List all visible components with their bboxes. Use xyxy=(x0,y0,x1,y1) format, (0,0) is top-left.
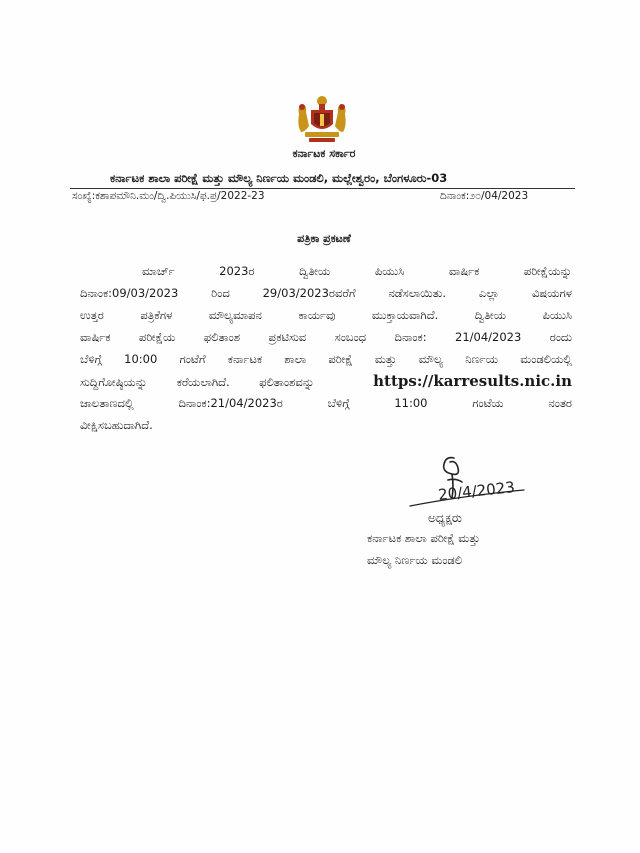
body-line-3: ಉತ್ತರ ಪತ್ರಿಕೆಗಳ ಮೌಲ್ಯಮಾಪನ ಕಾರ್ಯವು ಮುಕ್ತಾಯವಾಗಿದೆ. ದ್ವಿತೀಯ ಪಿಯುಸಿ xyxy=(80,308,572,322)
board-name: ಕರ್ನಾಟಕ ಶಾಲಾ ಪರೀಕ್ಷೆ ಮತ್ತು ಮೌಲ್ಯ ನಿರ್ಣಯ ಮಂಡಲಿ, ಮಲ್ಲೇಶ್ವರಂ, ಬೆಂಗಳೂರು-03 xyxy=(110,171,448,185)
issue-date: ದಿನಾಂಕ:೨೦/04/2023 xyxy=(440,190,529,202)
press-release-body xyxy=(80,260,572,436)
press-release-heading: ಪತ್ರಿಕಾ ಪ್ರಕಟಣೆ xyxy=(297,232,351,245)
body-line-6-text: ಸುದ್ದಿಗೋಷ್ಠಿಯನ್ನು ಕರೆಯಲಾಗಿದೆ. ಫಲಿತಾಂಶವನ್ನು xyxy=(80,375,315,389)
karnataka-emblem-icon xyxy=(293,92,351,144)
signature-date: 20/4/2023 xyxy=(437,478,516,504)
body-line-1: ಮಾರ್ಚ್ 2023ರ ದ್ವಿತೀಯ ಪಿಯುಸಿ ವಾರ್ಷಿಕ ಪರೀಕ್ಷೆಯನ್ನು xyxy=(142,264,572,278)
body-line-2: ದಿನಾಂಕ:09/03/2023 ರಿಂದ 29/03/2023ರವರೆಗೆ ನಡೆಸಲಾಯಿತು. ಎಲ್ಲಾ ವಿಷಯಗಳ xyxy=(80,286,572,300)
body-line-7: ಜಾಲತಾಣದಲ್ಲಿ ದಿನಾಂಕ:21/04/2023ರ ಬೆಳಿಗ್ಗೆ 11:00 ಗಂಟೆಯ ನಂತರ xyxy=(80,396,572,410)
body-line-4: ವಾರ್ಷಿಕ ಪರೀಕ್ಷೆಯ ಫಲಿತಾಂಶ ಪ್ರಕಟಿಸುವ ಸಂಬಂಧ ದಿನಾಂಕ: 21/04/2023 ರಂದು xyxy=(80,330,572,344)
reference-number: ಸಂಖ್ಯೆ:ಕಶಾಪಮೌನಿ.ಮಂ/ದ್ವಿ.ಪಿಯುಸಿ/ಫ.ಪ್ರ/2022-23 xyxy=(72,190,265,202)
body-line-6 xyxy=(80,370,572,392)
signatory-office-line-2: ಮೌಲ್ಯ ನಿರ್ಣಯ ಮಂಡಲಿ xyxy=(367,553,463,567)
government-name: ಕರ್ನಾಟಕ ಸರ್ಕಾರ xyxy=(292,147,356,160)
signatory-office-line-1: ಕರ್ನಾಟಕ ಶಾಲಾ ಪರೀಕ್ಷೆ ಮತ್ತು xyxy=(367,531,480,545)
body-line-5: ಬೆಳಿಗ್ಗೆ 10:00 ಗಂಟೆಗೆ ಕರ್ನಾಟಕ ಶಾಲಾ ಪರೀಕ್ಷೆ ಮತ್ತು ಮೌಲ್ಯ ನಿರ್ಣಯ ಮಂಡಲಿಯಲ್ಲಿ xyxy=(80,352,572,366)
body-line-8: ವೀಕ್ಷಿಸಬಹುದಾಗಿದೆ. xyxy=(80,418,153,432)
results-url-link[interactable]: https://karresults.nic.in xyxy=(373,372,572,390)
signatory-designation: ಅಧ್ಯಕ್ಷರು xyxy=(428,511,462,525)
header-divider xyxy=(70,188,575,189)
